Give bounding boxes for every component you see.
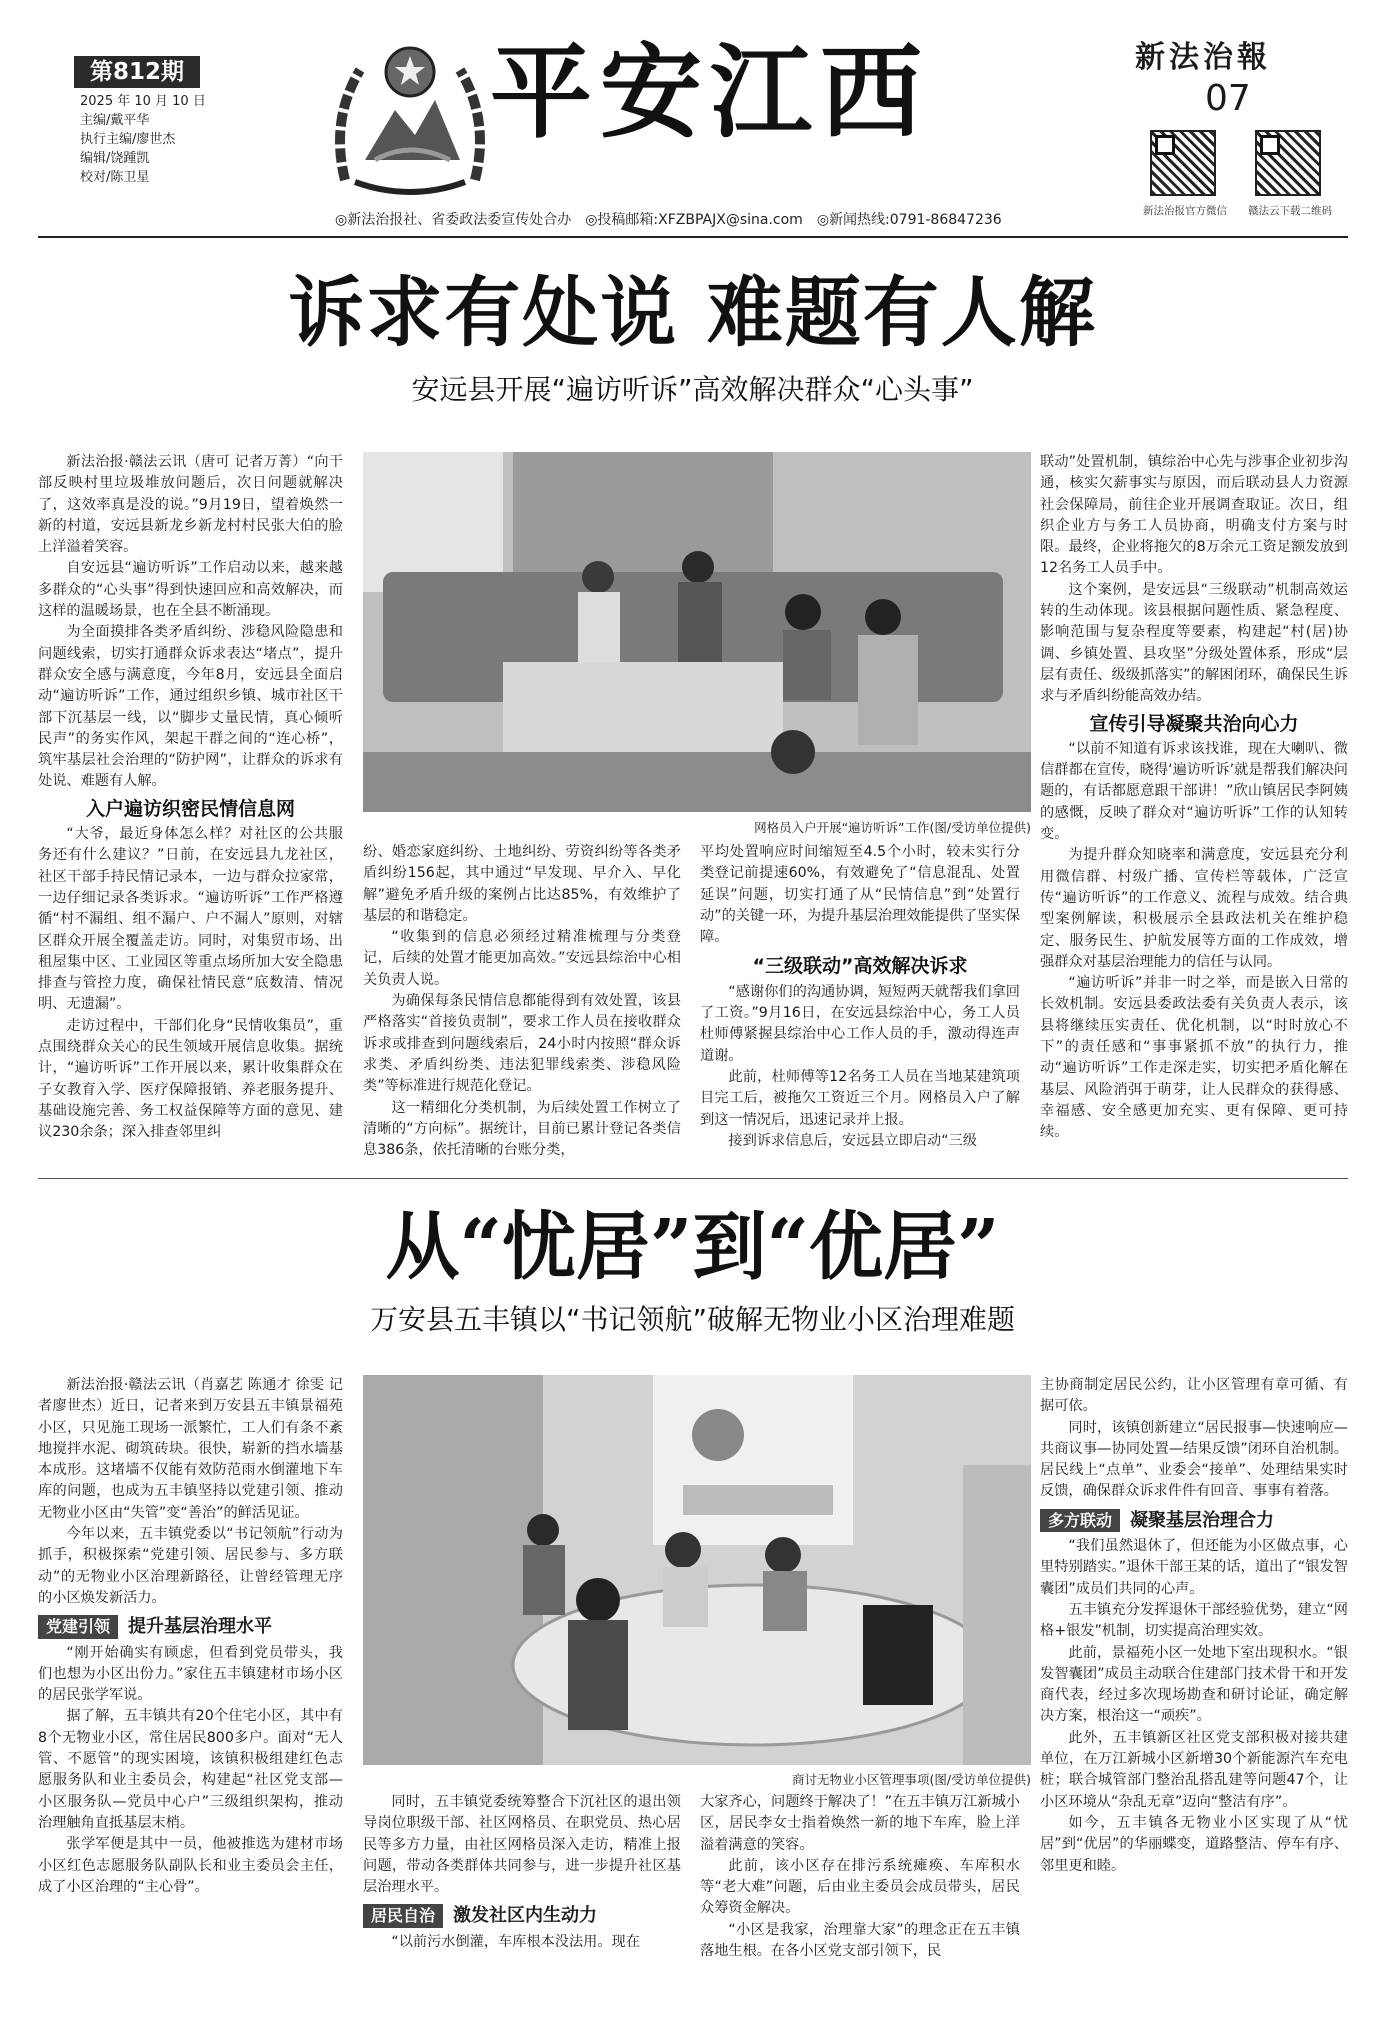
subhead-text: 凝聚基层治理合力 <box>1130 1509 1275 1531</box>
article-divider <box>38 1178 1348 1179</box>
article2-column-1 <box>38 1375 343 1898</box>
paragraph: 这一精细化分类机制，为后续处置工作树立了清晰的“方向标”。据统计，目前已累计登记各类信息386条，依托清晰的台账分类， <box>363 1099 681 1159</box>
meta-chief-editor: 主编/戴平华 <box>80 113 150 128</box>
section-tag: 多方联动 <box>1040 1509 1120 1532</box>
article1-column-2 <box>363 842 681 1161</box>
paragraph: 新法治报·赣法云讯（唐可 记者万菁）“向干部反映村里垃圾堆放问题后，次日问题就解决了，这效率真是没的说。”9月19日，望着焕然一新的村道，安远县新龙乡新龙村村民张大伯的脸上洋溢着笑容。 <box>38 454 343 556</box>
paragraph: 接到诉求信息后，安远县立即启动“三级 <box>728 1132 977 1149</box>
header-rule <box>38 236 1348 238</box>
paragraph: 此前，景福苑小区一处地下室出现积水。“银发智囊团”成员主动联合住建部门技术骨干和开发商代表，经过多次现场勘查和研讨论证，确定解决方案，根治这一“顽疾”。 <box>1040 1644 1348 1725</box>
meta-date: 2025 年 10 月 10 日 <box>80 94 206 109</box>
paragraph: 五丰镇充分发挥退休干部经验优势，建立“网格+银发”机制，切实提高治理实效。 <box>1040 1601 1348 1640</box>
article1-column-4 <box>1040 452 1348 1144</box>
paragraph: 新法治报·赣法云讯（肖嘉艺 陈通才 徐雯 记者廖世杰）近日，记者来到万安县五丰镇景福苑小区，只见施工现场一派繁忙，工人们有条不紊地搅拌水泥、砌筑砖块。很快，崭新的挡水墙基本成形。这堵墙不仅能有效防范雨水倒灌地下车库的问题，也成为五丰镇坚持以党建引领、推动无物业小区由“失管”变“善治”的鲜活见证。 <box>38 1377 343 1521</box>
paragraph: 同时，五丰镇党委统筹整合下沉社区的退出领导岗位职级干部、社区网格员、在职党员、热心居民等多方力量，由社区网格员深入走访，精准上报问题，带动各类群体共同参与，进一步提升社区基层治理水平。 <box>363 1794 681 1896</box>
masthead-title: 平安江西 <box>490 33 930 153</box>
paragraph: 同时，该镇创新建立“居民报事—快速响应—共商议事—协同处置—结果反馈”闭环自治机制。居民线上“点单”、业委会“接单”、处理结果实时反馈，确保群众诉求件件有回音、事事有着落。 <box>1040 1419 1348 1500</box>
meta-proofreader: 校对/陈卫星 <box>80 170 150 185</box>
subhead-text: 提升基层治理水平 <box>128 1616 273 1638</box>
newspaper-brand: 新法治報 <box>1135 40 1271 75</box>
article2-subhead-3 <box>1040 1509 1348 1532</box>
article1-photo-caption: 网格员入户开展“遍访听诉”工作(图/受访单位提供) <box>754 820 1031 835</box>
article1-subheadline: 安远县开展“遍访听诉”高效解决群众“心头事” <box>411 373 974 406</box>
paragraph: 自安远县“遍访听诉”工作启动以来，越来越多群众的“心头事”得到快速回应和高效解决，而这样的温暖场景，也在全县不断涌现。 <box>38 560 343 620</box>
article1-column-3 <box>700 842 1020 1152</box>
article1-photo <box>363 452 1031 812</box>
article1-subhead-3: 宣传引导凝聚共治向心力 <box>1089 712 1299 735</box>
paragraph: 主协商制定居民公约，让小区管理有章可循、有据可依。 <box>1040 1377 1348 1415</box>
article1-headline: 诉求有处说 难题有人解 <box>288 268 1097 357</box>
paragraph: 为确保每条民情信息都能得到有效处置，该县严格落实“首接负责制”，要求工作人员在接收群众诉求或排查到问题线索后，24小时内按照“群众诉求类、矛盾纠纷类、违法犯罪线索类、涉稳风险类”等标准进行规范化登记。 <box>363 993 681 1095</box>
article1-subhead-1: 入户遍访织密民情信息网 <box>85 797 295 820</box>
paragraph: “刚开始确实有顾虑，但看到党员带头，我们也想为小区出份力。”家住五丰镇建材市场小区的居民张学军说。 <box>38 1644 343 1704</box>
paragraph: 大家齐心，问题终于解决了！”在五丰镇万江新城小区，居民李女士指着焕然一新的地下车库，脸上洋溢着满意的笑容。 <box>700 1794 1020 1853</box>
meta-editor: 编辑/饶踵凯 <box>80 151 150 166</box>
paragraph: 此外，五丰镇新区社区党支部积极对接共建单位，在万江新城小区新增30个新能源汽车充电桩；联合城管部门整治乱搭乱建等问题47个，让小区环境从“杂乱无章”迈向“整洁有序”。 <box>1040 1729 1348 1810</box>
paragraph: “小区是我家，治理靠大家”的理念正在五丰镇落地生根。在各小区党支部引领下，民 <box>700 1921 1020 1960</box>
page-number: 07 <box>1205 78 1251 119</box>
qr-caption-wechat: 新法治报官方微信 <box>1143 205 1227 217</box>
paragraph: 此前，该小区存在排污系统瘫痪、车库积水等“老大难”问题，后由业主委员会成员带头，居民众筹资金解决。 <box>700 1857 1020 1917</box>
article2-headline: 从“忧居”到“优居” <box>385 1204 1000 1290</box>
paragraph: 这个案例，是安远县“三级联动”机制高效运转的生动体现。该县根据问题性质、紧急程度、影响范围与复杂程度等要素，构建起“村(居)协调、乡镇处置、县攻坚”分级处置体系，形成“层层有责任、级级抓落实”的解困闭环，确保民生诉求与矛盾纠纷能高效办结。 <box>1040 581 1348 705</box>
paragraph: 为提升群众知晓率和满意度，安远县充分利用微信群、村级广播、宣传栏等载体，广泛宣传“遍访听诉”的工作意义、流程与成效。结合典型案例解读，积极展示全县政法机关在维护稳定、服务民生、护航发展等方面的工作成效，增强群众对基层治理能力的信任与认同。 <box>1040 847 1348 970</box>
article1-subhead-2: “三级联动”高效解决诉求 <box>752 955 968 978</box>
qr-code-app[interactable] <box>1255 130 1321 196</box>
paragraph: 走访过程中，干部们化身“民情收集员”，重点围绕群众关心的民生领域开展信息收集。据统计，“遍访听诉”工作开展以来，累计收集群众在子女教育入学、医疗保障报销、养老服务提升、基础设施完善、务工权益保障等方面的意见、建议230余条；深入排查邻里纠 <box>38 1017 343 1141</box>
qr-caption-app: 赣法云下载二维码 <box>1248 205 1332 217</box>
paragraph: 张学军便是其中一员，他被推选为建材市场小区红色志愿服务队副队长和业主委员会主任，成了小区治理的“主心骨”。 <box>38 1836 343 1895</box>
article2-column-2 <box>363 1792 681 1953</box>
paragraph: “感谢你们的沟通协调，短短两天就帮我们拿回了工资。”9月16日，在安远县综治中心，务工人员杜师傅紧握县综治中心工作人员的手，激动得连声道谢。 <box>700 983 1020 1064</box>
article2-subhead-2 <box>363 1904 681 1927</box>
paragraph: 据了解，五丰镇共有20个住宅小区，其中有8个无物业小区，常住居民800多户。面对“无人管、不愿管”的现实困境，该镇积极组建红色志愿服务队和业主委员会，构建起“社区党支部—小区服务队—党员中心户”三级组织架构，推动治理触角直抵基层末梢。 <box>38 1708 343 1831</box>
paragraph: “大爷，最近身体怎么样？对社区的公共服务还有什么建议？”日前，在安远县九龙社区，社区干部手持民情记录本，一边与群众拉家常，一边仔细记录各类诉求。“遍访听诉”工作严格遵循“村不漏组、组不漏户、户不漏人”原则，对辖区群众开展全覆盖走访。同时，对集贸市场、出租屋集中区、工业园区等重点场所加大安全隐患排查与管控力度，确保社情民意“底数清、情况明、无遗漏”。 <box>38 826 343 1013</box>
meta-exec-editor: 执行主编/廖世杰 <box>80 132 176 147</box>
article2-subheadline: 万安县五丰镇以“书记领航”破解无物业小区治理难题 <box>369 1303 1015 1336</box>
subhead-text: 激发社区内生动力 <box>453 1905 598 1927</box>
paragraph: 纷、婚恋家庭纠纷、土地纠纷、劳资纠纷等各类矛盾纠纷156起，其中通过“早发现、早介入、早化解”避免矛盾升级的案例占比达85%，有效维护了基层的和谐稳定。 <box>363 844 681 924</box>
paragraph: 今年以来，五丰镇党委以“书记领航”行动为抓手，积极探索“党建引领、居民参与、多方联动”的无物业小区治理新路径，让曾经管理无序的小区焕发新活力。 <box>38 1526 343 1606</box>
paragraph: “以前污水倒灌，车库根本没法用。现在 <box>391 1933 640 1950</box>
issue-meta <box>80 92 280 187</box>
qr-code-wechat[interactable] <box>1150 130 1216 196</box>
paragraph: 如今，五丰镇各无物业小区实现了从“忧居”到“优居”的华丽蝶变，道路整洁、停车有序、邻里更和睦。 <box>1040 1814 1348 1874</box>
info-bar: ◎新法治报社、省委政法委宣传处合办 ◎投稿邮箱:XFZBPAJX@sina.com ◎新闻热线:0791-86847236 <box>335 212 1002 228</box>
issue-number: 第812期 <box>74 56 200 88</box>
paragraph: 平均处置响应时间缩短至4.5个小时，较未实行分类登记前提速60%，有效避免了“信息混乱、处置延误”问题，切实打通了从“民情信息”到“处置行动”的关键一环，为提升基层治理效能提供了坚实保障。 <box>700 844 1020 946</box>
paragraph: 此前，杜师傅等12名务工人员在当地某建筑项目完工后，被拖欠工资近三个月。网格员入户了解到这一情况后，迅速记录并上报。 <box>700 1068 1020 1128</box>
paragraph: “收集到的信息必须经过精准梳理与分类登记，后续的处置才能更加高效。”安远县综治中心相关负责人说。 <box>363 929 681 988</box>
article1-column-1 <box>38 452 343 1144</box>
article2-photo <box>363 1375 1031 1765</box>
article2-column-4 <box>1040 1375 1348 1877</box>
paragraph: “以前不知道有诉求该找谁，现在大喇叭、微信群都在宣传，晓得‘遍访听诉’就是帮我们解决问题的，有话都愿意跟干部讲！”欣山镇居民李阿姨的感慨，反映了群众对“遍访听诉”工作的认知转变。 <box>1040 740 1348 843</box>
police-emblem-logo <box>325 30 495 198</box>
article2-subhead-1 <box>38 1615 343 1638</box>
paragraph: “遍访听诉”并非一时之举，而是嵌入日常的长效机制。安远县委政法委有关负责人表示，该县将继续压实责任、优化机制，以“时时放心不下”的责任感和“事事紧抓不放”的执行力，推动“遍访听诉”工作走深走实，切实把矛盾化解在基层、风险消弭于萌芽，让人民群众的获得感、幸福感、安全感更加充实、更有保障、更可持续。 <box>1040 975 1348 1141</box>
paragraph: 联动”处置机制，镇综治中心先与涉事企业初步沟通，核实欠薪事实与原因，而后联动县人力资源社会保障局，前往企业开展调查取证。次日，组织企业方与务工人员协商，明确支付方案与时限。最终，企业将拖欠的8万余元工资足额发放到12名务工人员手中。 <box>1040 454 1348 577</box>
article2-photo-caption: 商讨无物业小区管理事项(图/受访单位提供) <box>792 1772 1031 1787</box>
paragraph: “我们虽然退休了，但还能为小区做点事，心里特别踏实。”退休干部王某的话，道出了“银发智囊团”成员们共同的心声。 <box>1040 1538 1348 1597</box>
section-tag: 居民自治 <box>363 1904 443 1927</box>
paragraph: 为全面摸排各类矛盾纠纷、涉稳风险隐患和问题线索，切实打通群众诉求表达“堵点”，提升群众安全感与满意度，今年8月，安远县全面启动“遍访听诉”工作，通过组织乡镇、城市社区干部下沉基层一线，以“脚步丈量民情，真心倾听民声”的务实作风，架起干群之间的“连心桥”，筑牢基层社会治理的“防护网”，让群众的诉求有处说、难题有人解。 <box>38 624 343 790</box>
article2-column-3 <box>700 1792 1020 1962</box>
section-tag: 党建引领 <box>38 1615 118 1638</box>
